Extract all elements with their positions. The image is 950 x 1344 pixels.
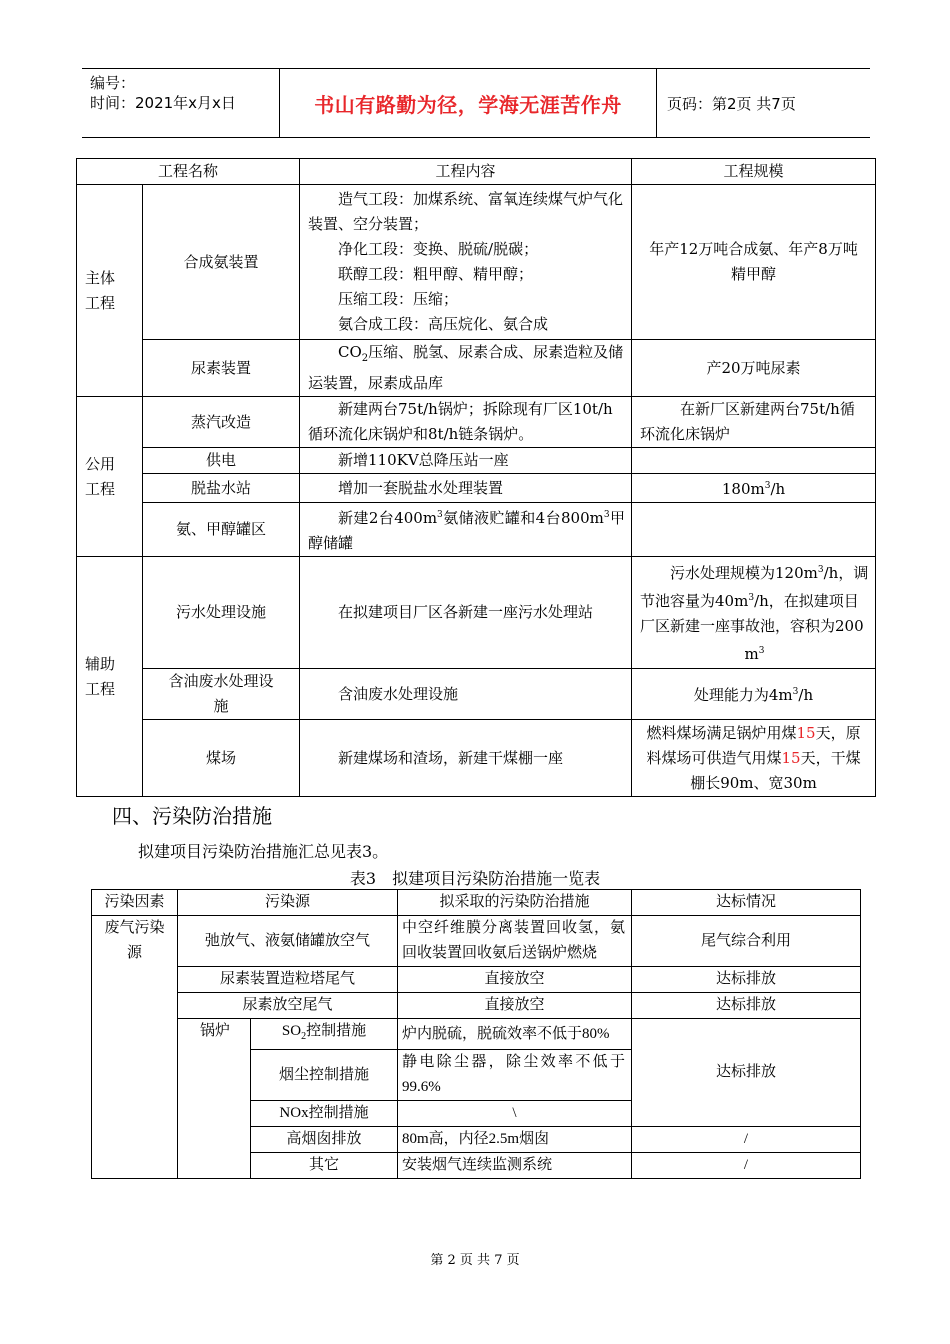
measure-cell: 直接放空 — [398, 967, 632, 993]
scale-text: 污水处理规模为120m — [670, 564, 818, 582]
source-cell: 尿素装置造粒塔尾气 — [178, 967, 398, 993]
source-cell: NOx控制措施 — [251, 1101, 398, 1127]
item-scale — [632, 503, 876, 557]
table-row — [77, 397, 876, 448]
section-paragraph: 拟建项目污染防治措施汇总见表3。 — [138, 842, 389, 861]
item-name: 尿素装置 — [143, 340, 300, 397]
section-title: 四、污染防治措施 — [112, 804, 272, 828]
table-row — [77, 720, 876, 797]
group-label: 公用工程 — [85, 454, 116, 498]
item-scale — [632, 720, 876, 797]
header-cell: 污染源 — [178, 890, 398, 916]
item-scale: 在新厂区新建两台75t/h循环流化床锅炉 — [632, 397, 876, 448]
page-header — [82, 68, 870, 138]
item-scale — [632, 474, 876, 503]
table-row — [77, 185, 876, 340]
page-footer: 第 2 页 共 7 页 — [430, 1253, 520, 1268]
project-composition-table — [76, 158, 876, 797]
item-content: 新建煤场和渣场，新建干煤棚一座 — [300, 720, 632, 797]
header-cell: 工程内容 — [300, 159, 632, 185]
doc-time-label: 时间：2021年x月x日 — [90, 94, 236, 112]
status-cell: / — [632, 1127, 861, 1153]
item-scale — [632, 448, 876, 474]
measure-cell: 安装烟气连续监测系统 — [398, 1153, 632, 1179]
source-sub: 2 — [301, 1031, 307, 1042]
source-cell — [251, 1019, 398, 1050]
measure-cell: \ — [398, 1101, 632, 1127]
table-row — [77, 557, 876, 669]
status-cell: 达标排放 — [632, 967, 861, 993]
doc-number-label: 编号： — [90, 74, 136, 92]
content-line: 造气工段：加煤系统、富氧连续煤气炉气化装置、空分装置； — [308, 190, 624, 233]
table-header-row — [92, 890, 861, 916]
group-label: 辅助工程 — [85, 654, 116, 698]
item-content: 新建两台75t/h锅炉；拆除现有厂区10t/h循环流化床锅炉和8t/h链条锅炉。 — [300, 397, 632, 448]
content-sub: 2 — [361, 353, 369, 364]
source-text: 控制措施 — [306, 1023, 367, 1039]
header-meta — [82, 69, 280, 137]
table-row — [77, 474, 876, 503]
item-name: 煤场 — [143, 720, 300, 797]
table-row — [92, 1019, 861, 1050]
item-content: 增加一套脱盐水处理装置 — [300, 474, 632, 503]
content-text: 甲醇储罐 — [308, 509, 626, 552]
pollution-control-table — [91, 889, 861, 1179]
status-cell: 尾气综合利用 — [632, 916, 861, 967]
scale-text: 处理能力为4m — [693, 686, 793, 704]
measure-cell: 直接放空 — [398, 993, 632, 1019]
boiler-cell: 锅炉 — [178, 1019, 251, 1179]
header-motto: 书山有路勤为径，学海无涯苦作舟 — [280, 69, 657, 137]
status-cell: 达标排放 — [632, 1019, 861, 1127]
table-row — [77, 669, 876, 720]
header-cell: 工程规模 — [632, 159, 876, 185]
item-scale: 产20万吨尿素 — [632, 340, 876, 397]
item-name: 脱盐水站 — [143, 474, 300, 503]
table-caption: 表3 拟建项目污染防治措施一览表 — [349, 869, 601, 888]
scale-text: 燃料煤场满足锅炉用煤 — [646, 723, 797, 742]
item-name: 蒸汽改造 — [143, 397, 300, 448]
header-cell: 达标情况 — [632, 890, 861, 916]
scale-highlight: 15 — [781, 748, 801, 767]
content-sup: 3 — [437, 510, 443, 520]
item-name: 含油废水处理设施 — [143, 669, 300, 720]
group-label: 主体工程 — [85, 268, 116, 312]
item-content: 在拟建项目厂区各新建一座污水处理站 — [300, 557, 632, 669]
table-row — [92, 967, 861, 993]
header-page-label: 页码：第2页 共7页 — [667, 94, 796, 113]
source-cell: 弛放气、液氨储罐放空气 — [178, 916, 398, 967]
source-text: SO — [281, 1023, 302, 1039]
item-name: 污水处理设施 — [143, 557, 300, 669]
item-scale: 年产12万吨合成氨、年产8万吨精甲醇 — [632, 185, 876, 340]
item-name: 氨、甲醇罐区 — [143, 503, 300, 557]
group-cell — [77, 397, 143, 557]
group-cell — [77, 185, 143, 397]
measure-cell: 静电除尘器，除尘效率不低于99.6% — [398, 1050, 632, 1101]
table-row — [77, 503, 876, 557]
item-content — [300, 185, 632, 340]
scale-text: /h，调节池容量为40m — [640, 564, 869, 610]
scale-text: /h，在拟建项目厂区新建一座事故池，容积为200 m — [640, 592, 864, 663]
source-cell: 烟尘控制措施 — [251, 1050, 398, 1101]
measure-cell: 中空纤维膜分离装置回收氢，氨回收装置回收氨后送锅炉燃烧 — [398, 916, 632, 967]
status-cell: / — [632, 1153, 861, 1179]
content-sup: 3 — [603, 510, 610, 520]
content-line: 净化工段：变换、脱硫/脱碳； — [338, 240, 539, 258]
scale-sup: 3 — [748, 593, 755, 603]
status-cell: 达标排放 — [632, 993, 861, 1019]
source-cell: 尿素放空尾气 — [178, 993, 398, 1019]
content-line: 氨合成工段：高压烷化、氨合成 — [338, 315, 549, 333]
scale-text: /h — [770, 480, 786, 498]
source-cell: 高烟囱排放 — [251, 1127, 398, 1153]
content-text: 新建2台400m — [338, 509, 438, 527]
measure-cell: 80m高，内径2.5m烟囱 — [398, 1127, 632, 1153]
scale-text: 180m — [721, 480, 765, 498]
item-scale — [632, 557, 876, 669]
scale-text: 天，原料煤场可供造气用煤 — [646, 723, 861, 767]
category-cell: 废气污染源 — [92, 916, 178, 1179]
scale-highlight: 15 — [796, 723, 816, 742]
item-name: 合成氨装置 — [143, 185, 300, 340]
item-name: 供电 — [143, 448, 300, 474]
group-cell — [77, 557, 143, 797]
item-content: 新增110KV总降压站一座 — [300, 448, 632, 474]
item-content — [300, 503, 632, 557]
scale-sup: 3 — [792, 687, 799, 697]
scale-sup: 3 — [764, 481, 771, 491]
content-line: 压缩工段：压缩； — [338, 290, 459, 308]
header-cell: 拟采取的污染防治措施 — [398, 890, 632, 916]
content-text: 氨储液贮罐和4台800m — [442, 509, 604, 527]
item-content: 含油废水处理设施 — [300, 669, 632, 720]
scale-text: 天，干煤棚长90m、宽30m — [690, 748, 861, 792]
table-header-row — [77, 159, 876, 185]
content-text: 压缩、脱氢、尿素合成、尿素造粒及储运装置，尿素成品库 — [308, 343, 624, 392]
scale-sup: 3 — [758, 646, 765, 656]
scale-text: /h — [798, 686, 814, 704]
measure-cell: 炉内脱硫，脱硫效率不低于80% — [398, 1019, 632, 1050]
header-cell: 工程名称 — [77, 159, 300, 185]
source-cell: 其它 — [251, 1153, 398, 1179]
item-scale — [632, 669, 876, 720]
item-content — [300, 340, 632, 397]
header-cell: 污染因素 — [92, 890, 178, 916]
table-row — [92, 916, 861, 967]
content-line: 联醇工段：粗甲醇、精甲醇； — [338, 265, 534, 283]
table-row — [77, 448, 876, 474]
table-row — [92, 993, 861, 1019]
content-text: CO — [338, 343, 362, 361]
table-row — [77, 340, 876, 397]
scale-sup: 3 — [817, 565, 824, 575]
